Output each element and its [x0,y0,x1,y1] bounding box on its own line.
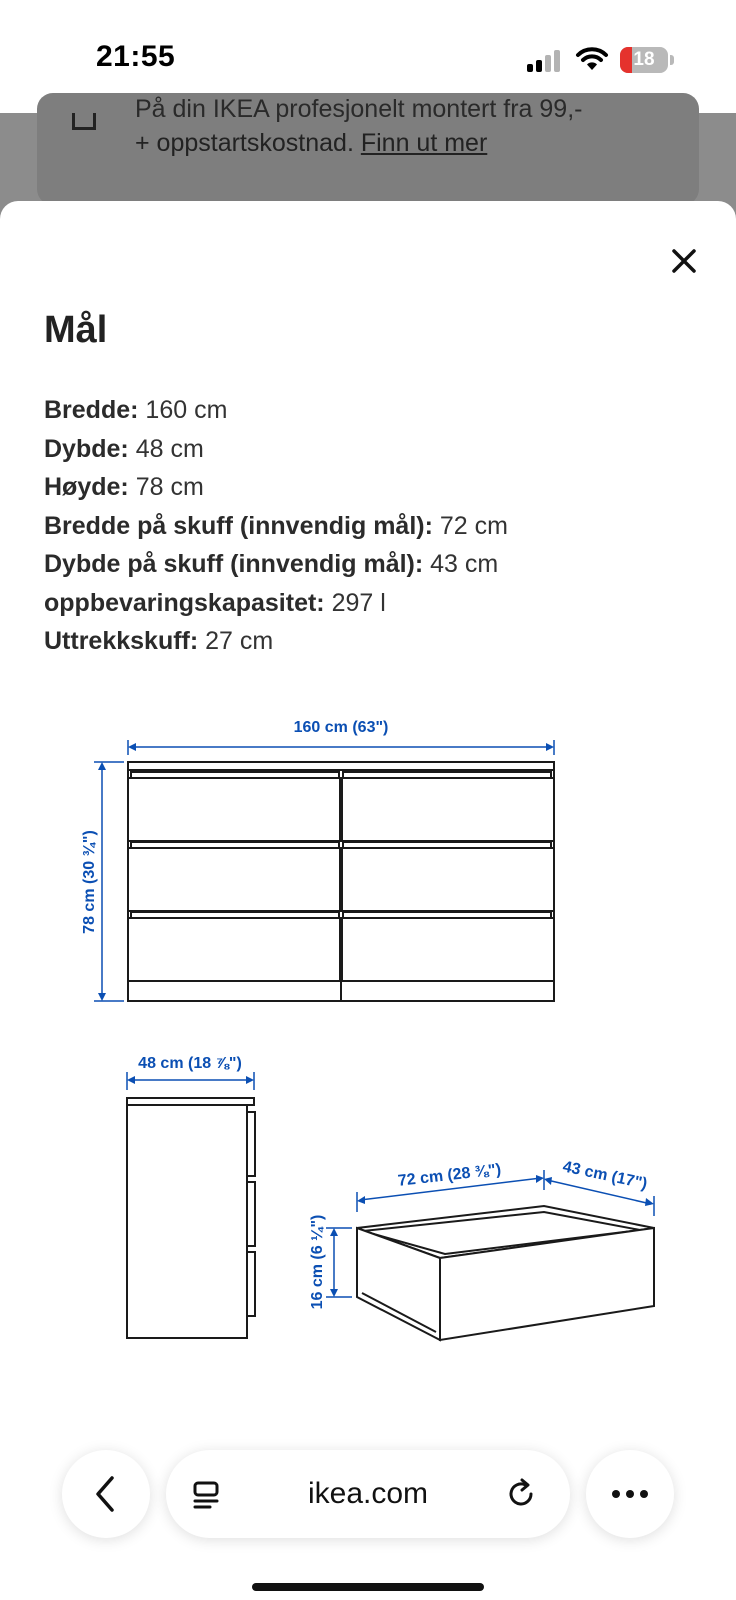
spec-value: 78 cm [135,473,204,501]
sheet-title: Mål [44,309,108,351]
find-out-more-link[interactable]: Finn ut mer [360,129,488,157]
background-text: + oppstartskostnad. [135,129,354,157]
home-indicator[interactable] [252,1583,484,1591]
drawer-height-label: 16 cm (6 ¼") [309,1214,326,1310]
height-dimension-label: 78 cm (30 ¾") [81,830,98,934]
width-dimension-label: 160 cm (63") [293,719,389,736]
dimension-diagram [0,690,736,1370]
more-icon [586,1450,674,1538]
background-text-line2 [135,129,487,158]
reload-icon[interactable] [504,1476,540,1512]
url-text: ikea.com [307,1477,429,1510]
spec-label: Høyde: [44,473,129,501]
depth-dimension-label: 48 cm (18 ⅞") [138,1055,242,1072]
spec-value: 27 cm [205,627,274,655]
background-text-line1: På din IKEA profesjonelt montert fra 99,- [135,95,583,123]
spec-height [44,468,508,507]
spec-depth [44,430,508,469]
spec-drawer-width [44,507,508,546]
drawer-depth-label: 43 cm (17") [561,1158,649,1193]
spec-list [44,391,508,661]
spec-label: Bredde på skuff (innvendig mål): [44,511,433,540]
spec-drawer-extension [44,622,508,661]
close-icon[interactable] [660,237,708,285]
wifi-icon [576,46,608,72]
spec-label: oppbevaringskapasitet: [44,588,325,617]
spec-value: 297 l [331,588,386,617]
clock: 21:55 [96,40,176,73]
signal-icon [527,50,563,72]
spec-value: 43 cm [430,550,499,578]
battery-level: 18 [633,49,655,70]
back-icon [62,1450,150,1538]
side-view [127,1098,255,1338]
spec-width [44,391,508,430]
spec-value: 72 cm [439,511,508,540]
battery-icon [620,47,668,73]
spec-label: Bredde: [44,396,139,424]
drawer-width-label: 72 cm (28 ⅜") [397,1161,502,1190]
spec-label: Dybde: [44,434,129,463]
address-bar[interactable] [166,1450,570,1538]
spec-value: 48 cm [135,434,204,463]
spec-capacity [44,584,508,623]
front-view [128,762,554,1001]
more-button[interactable] [586,1450,674,1538]
battery-cap [670,55,674,65]
spec-label: Dybde på skuff (innvendig mål): [44,550,424,578]
drawer-view [357,1206,654,1340]
assembly-icon [72,113,96,130]
browser-toolbar [0,1440,736,1600]
spec-label: Uttrekkskuff: [44,627,199,655]
back-button[interactable] [62,1450,150,1538]
spec-drawer-depth [44,545,508,584]
spec-value: 160 cm [145,396,228,424]
